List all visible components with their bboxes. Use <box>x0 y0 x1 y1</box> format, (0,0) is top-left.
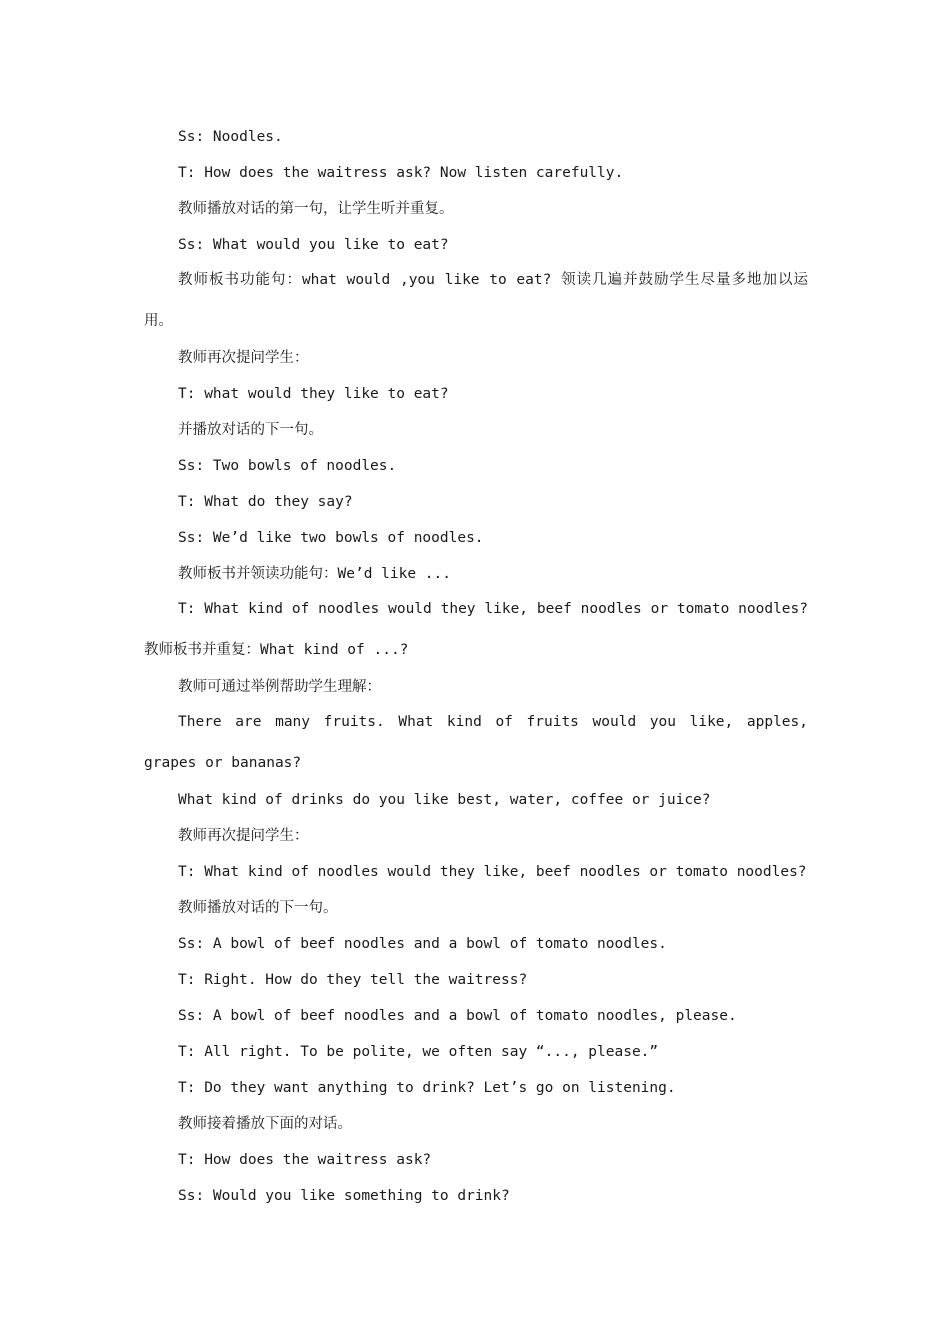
lesson-transcript <box>144 119 808 1214</box>
paragraph-11: Ss: We’d like two bowls of noodles. <box>178 530 484 546</box>
paragraph-10: T: What do they say? <box>178 494 353 510</box>
paragraph-5: 教师板书功能句：what would ,you like to eat? 领读几遍并鼓励学生尽量多地加以运用。 <box>144 272 808 329</box>
paragraph-18: T: What kind of noodles would they like, beef noodles or tomato noodles? <box>178 864 807 880</box>
paragraph-6: 教师再次提问学生： <box>178 350 309 366</box>
paragraph-23: T: All right. To be polite, we often say “..., please.” <box>178 1044 659 1060</box>
paragraph-13: T: What kind of noodles would they like, beef noodles or tomato noodles?教师板书并重复：What kind of ...? <box>144 601 808 658</box>
paragraph-26: T: How does the waitress ask? <box>178 1152 432 1168</box>
paragraph-2: T: How does the waitress ask? Now listen carefully. <box>178 165 624 181</box>
paragraph-22: Ss: A bowl of beef noodles and a bowl of tomato noodles, please. <box>178 1008 737 1024</box>
paragraph-20: Ss: A bowl of beef noodles and a bowl of tomato noodles. <box>178 936 667 952</box>
paragraph-16: What kind of drinks do you like best, water, coffee or juice? <box>178 792 711 808</box>
paragraph-19: 教师播放对话的下一句。 <box>178 900 338 916</box>
paragraph-17: 教师再次提问学生： <box>178 828 309 844</box>
paragraph-14: 教师可通过举例帮助学生理解： <box>178 679 381 695</box>
paragraph-7: T: what would they like to eat? <box>178 386 449 402</box>
paragraph-4: Ss: What would you like to eat? <box>178 237 449 253</box>
paragraph-27: Ss: Would you like something to drink? <box>178 1188 510 1204</box>
paragraph-15: There are many fruits. What kind of fruits would you like, apples, grapes or bananas? <box>144 714 808 771</box>
paragraph-24: T: Do they want anything to drink? Let’s go on listening. <box>178 1080 676 1096</box>
paragraph-25: 教师接着播放下面的对话。 <box>178 1116 352 1132</box>
paragraph-1: Ss: Noodles. <box>178 129 283 145</box>
paragraph-12: 教师板书并领读功能句：We’d like ... <box>178 566 451 582</box>
paragraph-9: Ss: Two bowls of noodles. <box>178 458 397 474</box>
paragraph-3: 教师播放对话的第一句，让学生听并重复。 <box>178 201 454 217</box>
paragraph-8: 并播放对话的下一句。 <box>178 422 323 438</box>
paragraph-21: T: Right. How do they tell the waitress? <box>178 972 528 988</box>
